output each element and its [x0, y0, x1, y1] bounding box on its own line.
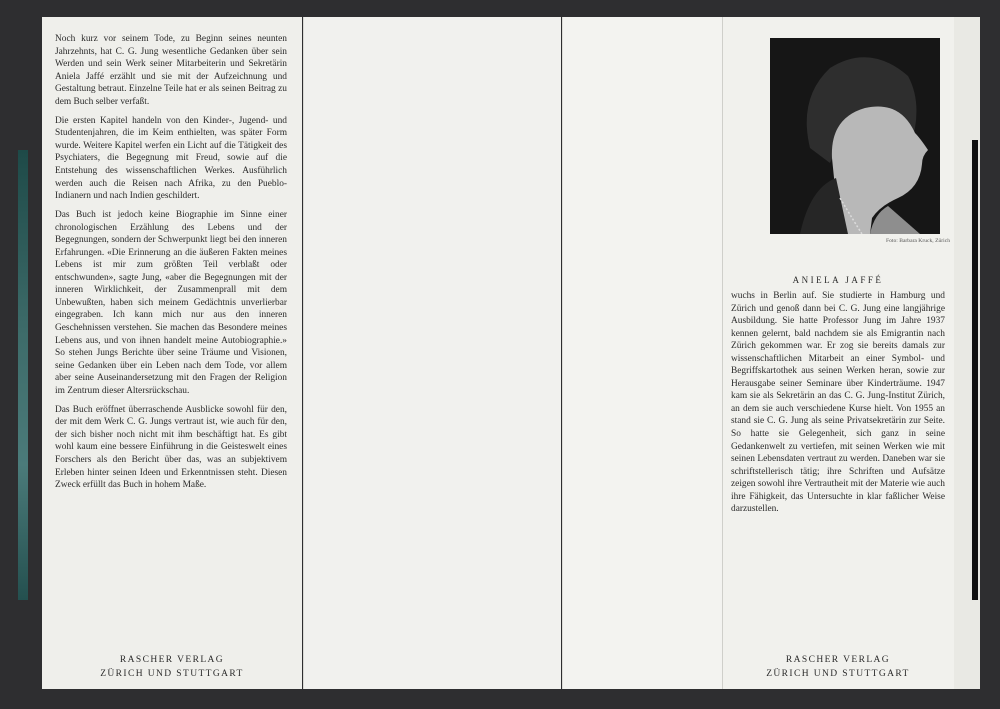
author-name: ANIELA JAFFÉ	[792, 275, 884, 285]
publisher-city: ZÜRICH UND STUTTGART	[766, 669, 910, 679]
publisher-imprint	[722, 653, 954, 681]
blurb-paragraph: Noch kurz vor seinem Tode, zu Beginn seines neunten Jahrzehnts, hat C. G. Jung wesentliche Gedanken über sein Werden und sein Werk seiner Mitarbeiterin und Sekretärin Aniela Jaffé erzählt und sie mit der Aufzeichnung und Gestaltung betraut. Einzelne Teile hat er als seinen Beitrag zu dem Buch selber verfaßt.	[55, 34, 287, 107]
publisher-name: RASCHER VERLAG	[119, 655, 225, 665]
bio-paragraph: wuchs in Berlin auf. Sie studierte in Hamburg und Zürich und genoß dann bei C. G. Jung eine langjährige Ausbildung. Sie hatte Professor Jung im Jahre 1937 kennen gelernt, bald nachdem sie als Emigrantin nach Zürich gekommen war. Er zog sie bereits damals zur wissenschaftlichen Mitarbeit an einer Symbol- und Begriffskartothek aus seinen Werken heran, sowie zur Herausgabe seiner Seminare über Kinderträume. 1947 kam sie als Sekretärin an das C. G. Jung-Institut Zürich, an dem sie auch verschiedene Kurse hielt. Von 1955 an stand sie C. G. Jung als seine Privatsekretärin zur Seite. So hatte sie Gelegenheit, sich ganz in seine Gedankenwelt zu vertiefen, mit seinen Werken wie mit seinen Lebensdaten vertraut zu werden. Daneben war sie schriftstellerisch tätig; ihre Schriften und Aufsätze zeigen sowohl ihre Vertrautheit mit der Materie wie auch ihre Fähigkeit, das Untersuchte in klar faßlicher Weise darzustellen.	[731, 291, 945, 515]
photo-credit: Foto: Barbara Kruck, Zürich	[886, 238, 950, 244]
author-bio	[731, 290, 945, 522]
book-spine-edge	[972, 140, 978, 600]
author-portrait	[770, 38, 940, 234]
blurb-paragraph: Das Buch eröffnet überraschende Ausblicke sowohl für den, der mit dem Werk C. G. Jungs vertraut ist, wie auch für den, der sich bisher noch nicht mit ihm beschäftigt hat. Es gibt wohl kaum eine bessere Einführung in die Geisteswelt eines Forschers als den Bericht über das, was an subjektivem Erleben hinter seinen Ideen und Erkenntnissen steht. Diesen Zweck erfüllt das Buch in hohem Maße.	[55, 404, 287, 491]
blurb-paragraph: Die ersten Kapitel handeln von den Kinder-, Jugend- und Studentenjahren, die im Keim enthielten, was später Form wurde. Weitere Kapitel werfen ein Licht auf die Tätigkeit des Psychiaters, die Begegnung mit Freud, sowie auf die Entstehung des wissenschaftlichen Werkes. Ausführlich werden auch die Reisen nach Afrika, zu den Pueblo-Indianern und nach Indien geschildert.	[55, 115, 287, 202]
publisher-city: ZÜRICH UND STUTTGART	[100, 669, 244, 679]
blank-panel-fold	[562, 17, 722, 689]
blurb-paragraph: Das Buch ist jedoch keine Biographie im Sinne einer chronologischen Erzählung des Lebens und der Begegnungen, sondern der Schwerpunkt liegt bei den inneren Erfahrungen. «Die Erinnerung an die äußeren Fakten meines Lebens ist mir zum größten Teil verblaßt oder entschwunden», sagte Jung, «aber die Begegnungen mit der inneren Wirklichkeit, der Zusammenprall mit dem Unbewußten, haben sich meinem Gedächtnis unverlierbar eingegraben. Ich kann mich nur aus den inneren Geschehnissen verstehen. Sie machen das Besondere meines Lebens aus, und von ihnen handelt meine Autobiographie.» So stehen Jungs Berichte über seine Träume und Visionen, seine Gedanken über ein Leben nach dem Tode, vor allem aber seine Auseinandersetzung mit den Fragen der Religion im Zentrum dieser Altersrückschau.	[55, 210, 287, 396]
publisher-name: RASCHER VERLAG	[785, 655, 891, 665]
flap-blurb	[55, 33, 287, 498]
blank-panel	[303, 17, 561, 689]
publisher-imprint	[42, 653, 302, 681]
book-cover-edge	[18, 150, 28, 600]
